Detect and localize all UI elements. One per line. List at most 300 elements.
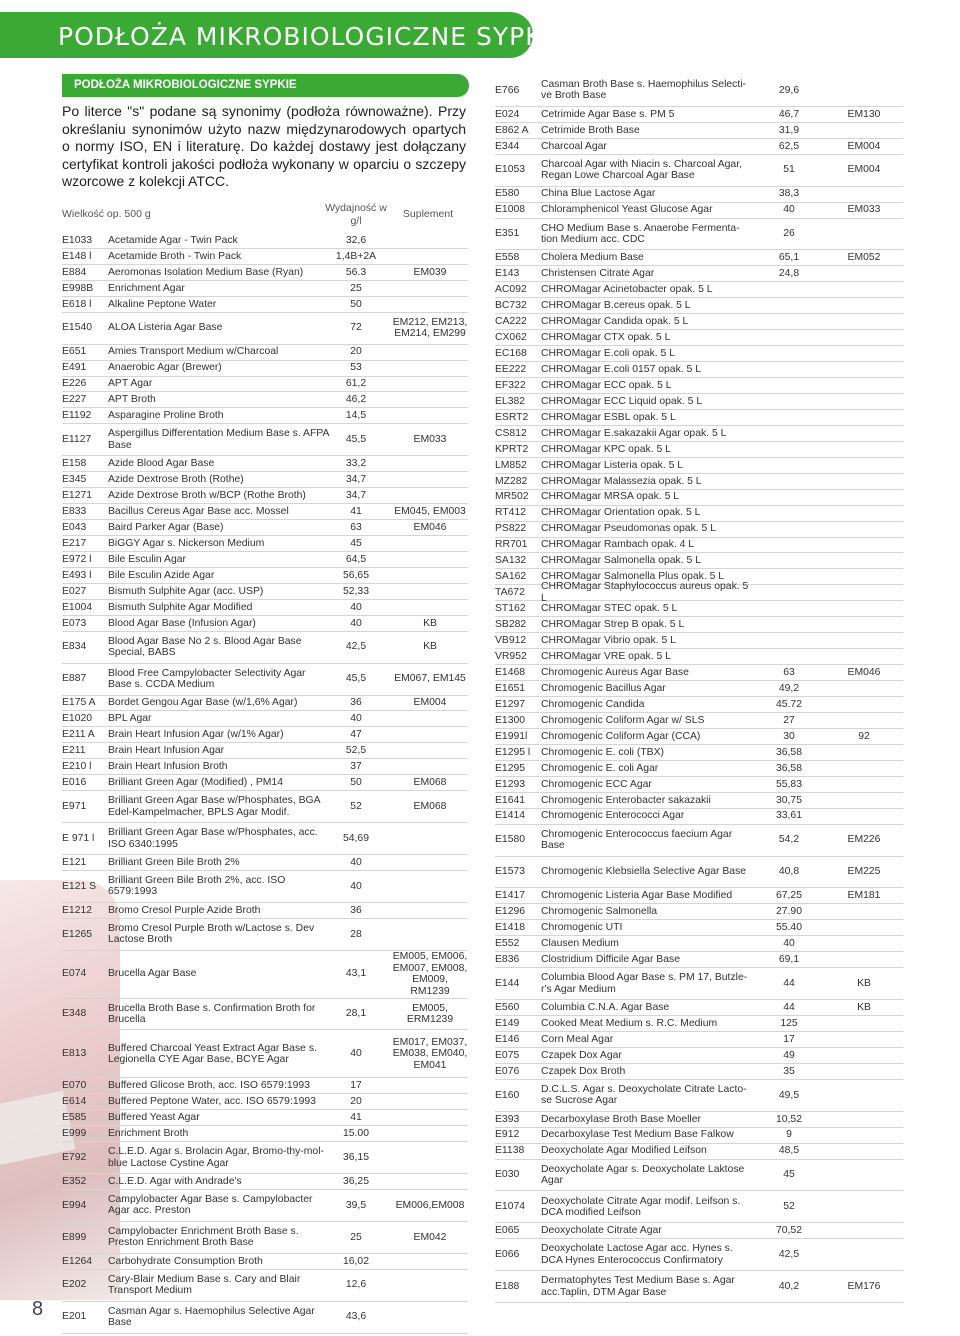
table-row xyxy=(62,249,468,265)
table-row xyxy=(495,123,903,139)
row-code: E202 xyxy=(62,1279,87,1291)
row-name: CHROMagar Orientation opak. 5 L xyxy=(541,507,701,519)
row-code: E188 xyxy=(495,1280,520,1292)
row-supplement xyxy=(392,1302,468,1333)
row-yield: 14,5 xyxy=(345,410,367,422)
row-name: D.C.L.S. Agar s. Deoxycholate Citrate Lacto-se Sucrose Agar xyxy=(541,1083,747,1107)
row-name: Czapek Dox Broth xyxy=(541,1065,626,1077)
table-row xyxy=(495,633,903,649)
row-code: E070 xyxy=(62,1080,87,1092)
table-row xyxy=(495,410,903,426)
row-name: Chromogenic Aureus Agar Base xyxy=(541,666,689,678)
table-row xyxy=(62,1254,468,1270)
table-row xyxy=(495,298,903,314)
row-code: E1264 xyxy=(62,1255,93,1267)
table-row xyxy=(62,424,468,456)
row-name: BiGGY Agar s. Nickerson Medium xyxy=(108,537,265,549)
table-row xyxy=(62,345,468,361)
row-supplement xyxy=(392,919,468,950)
intro-paragraph: Po literce "s" podane są synonimy (podłoża równoważne). Przy określaniu synonimów użyto nazw międzynarodowych opartych o normy ISO, EN i literaturę. Do każdej dostawy jest dołączany certyfikat kontroli jakości podłoża wykonany w oparciu o szczepy wzorcowe z kolekcji ATCC. xyxy=(62,103,466,190)
row-name: Campylobacter Enrichment Broth Base s. Preston Enrichment Broth Base xyxy=(108,1225,299,1249)
row-yield: 27 xyxy=(783,714,795,726)
row-code: E1641 xyxy=(495,794,526,806)
row-yield: 41 xyxy=(350,505,362,517)
row-supplement xyxy=(392,536,468,551)
row-name: Enrichment Broth xyxy=(108,1127,189,1139)
table-row xyxy=(495,936,903,952)
row-code: E493 l xyxy=(62,569,92,581)
row-supplement xyxy=(825,633,903,648)
table-row xyxy=(495,745,903,761)
table-row xyxy=(62,456,468,472)
row-name: BPL Agar xyxy=(108,713,152,725)
row-code: E912 xyxy=(495,1129,520,1141)
row-supplement xyxy=(825,697,903,712)
row-supplement xyxy=(825,362,903,377)
row-yield: 45 xyxy=(350,537,362,549)
row-name: Brucella Agar Base xyxy=(108,968,197,980)
table-row xyxy=(495,490,903,506)
row-yield: 43,6 xyxy=(345,1311,367,1323)
row-code: E158 xyxy=(62,458,87,470)
row-name: Clausen Medium xyxy=(541,938,619,950)
row-code: E1295 l xyxy=(495,746,531,758)
row-code: E160 xyxy=(495,1089,520,1101)
row-yield: 44 xyxy=(783,977,795,989)
row-supplement xyxy=(392,377,468,392)
row-name: C.L.E.D. Agar s. Brolacin Agar, Bromo-thy-mol-blue Lactose Cystine Agar xyxy=(108,1146,324,1169)
row-yield xyxy=(753,394,825,409)
row-name: Buffered Yeast Agar xyxy=(108,1112,200,1124)
table-row xyxy=(62,632,468,664)
row-supplement xyxy=(392,600,468,615)
row-yield: 52 xyxy=(783,1201,795,1213)
row-yield: 27.90 xyxy=(775,906,802,918)
row-supplement xyxy=(825,426,903,441)
row-yield: 125 xyxy=(780,1017,798,1029)
row-name: CHROMagar CTX opak. 5 L xyxy=(541,331,671,343)
row-name: Acetamide Broth - Twin Pack xyxy=(108,250,242,262)
row-name: Baird Parker Agar (Base) xyxy=(108,521,224,533)
row-supplement xyxy=(825,761,903,776)
row-supplement: EM033 xyxy=(413,434,447,446)
row-yield: 45,5 xyxy=(345,434,367,446)
row-code: E972 l xyxy=(62,553,92,565)
row-yield: 36 xyxy=(350,904,362,916)
row-yield: 30,75 xyxy=(775,794,802,806)
row-yield: 40 xyxy=(350,601,362,613)
row-yield xyxy=(753,314,825,329)
row-code: E211 xyxy=(62,745,86,757)
row-name: Chromogenic Listeria Agar Base Modified xyxy=(541,890,733,902)
row-yield: 49,5 xyxy=(778,1089,800,1101)
column-header-yield: Wydajność w g/l xyxy=(325,202,387,227)
row-code: E348 xyxy=(62,1008,87,1020)
row-code: MZ282 xyxy=(495,475,528,487)
row-name: Blood Free Campylobacter Selectivity Agar Base s. CCDA Medium xyxy=(108,667,306,691)
row-code: RR701 xyxy=(495,539,528,551)
row-code: MR502 xyxy=(495,491,529,503)
row-yield xyxy=(753,617,825,632)
row-yield: 45 xyxy=(783,1169,795,1181)
row-name: Corn Meal Agar xyxy=(541,1033,614,1045)
row-supplement: EM181 xyxy=(847,890,881,902)
table-row xyxy=(495,1160,903,1192)
table-row xyxy=(495,330,903,346)
table-row xyxy=(62,775,468,791)
row-code: E073 xyxy=(62,617,87,629)
row-yield xyxy=(753,282,825,297)
row-supplement xyxy=(392,903,468,918)
row-name: Asparagine Proline Broth xyxy=(108,410,224,422)
table-row xyxy=(62,1110,468,1126)
row-name: Buffered Peptone Water, acc. ISO 6579:1993 xyxy=(108,1096,316,1108)
table-row xyxy=(62,1031,468,1079)
row-name: Cary-Blair Medium Base s. Cary and Blair Transport Medium xyxy=(108,1273,301,1297)
row-yield: 36 xyxy=(350,697,362,709)
row-code: E065 xyxy=(495,1225,520,1237)
row-code: E994 xyxy=(62,1199,87,1211)
row-name: Cooked Meat Medium s. R.C. Medium xyxy=(541,1017,718,1029)
row-supplement: EM052 xyxy=(847,252,881,264)
row-supplement xyxy=(825,266,903,281)
row-code: E1192 xyxy=(62,410,92,422)
row-supplement xyxy=(392,281,468,296)
row-name: ALOA Listeria Agar Base xyxy=(108,322,223,334)
row-name: CHROMagar ECC Liquid opak. 5 L xyxy=(541,395,703,407)
row-code: E1295 xyxy=(495,762,526,774)
row-code: E1468 xyxy=(495,666,526,678)
row-name: Chromogenic Coliform Agar w/ SLS xyxy=(541,714,705,726)
row-supplement: EM006,EM008 xyxy=(395,1199,465,1211)
row-code: E027 xyxy=(62,585,87,597)
row-supplement: EM130 xyxy=(847,108,881,120)
row-name: CHROMagar ESBL opak. 5 L xyxy=(541,411,676,423)
row-supplement xyxy=(825,569,903,584)
table-row xyxy=(495,426,903,442)
row-yield: 16,02 xyxy=(342,1255,369,1267)
row-code: E148 l xyxy=(62,250,92,262)
row-yield: 17 xyxy=(783,1033,795,1045)
row-yield: 54,69 xyxy=(342,832,369,844)
row-name: Chromogenic Bacillus Agar xyxy=(541,682,666,694)
table-row xyxy=(495,857,903,889)
row-code: E1540 xyxy=(62,322,93,334)
row-code: E030 xyxy=(495,1169,520,1181)
row-name: Chromogenic Candida xyxy=(541,698,645,710)
row-yield: 41 xyxy=(350,1112,362,1124)
row-code: E1020 xyxy=(62,713,93,725)
row-code: LM852 xyxy=(495,459,527,471)
row-code: E043 xyxy=(62,521,87,533)
row-supplement xyxy=(392,712,468,727)
row-code: E1296 xyxy=(495,906,526,918)
row-code: E585 xyxy=(62,1112,87,1124)
row-code: E344 xyxy=(495,140,520,152)
row-supplement xyxy=(392,759,468,774)
row-yield: 42,5 xyxy=(778,1249,800,1261)
row-yield xyxy=(753,378,825,393)
row-code: E618 l xyxy=(62,298,92,310)
row-name: Aspergillus Differentation Medium Base s. AFPA Base xyxy=(108,428,329,451)
row-supplement xyxy=(392,855,468,870)
table-row xyxy=(495,378,903,394)
table-row xyxy=(495,139,903,155)
row-code: SB282 xyxy=(495,619,527,631)
row-supplement xyxy=(825,809,903,824)
row-yield xyxy=(753,490,825,505)
row-supplement: EM033 xyxy=(847,204,881,216)
row-yield: 36,58 xyxy=(775,746,802,758)
row-supplement xyxy=(392,568,468,583)
row-supplement xyxy=(825,920,903,935)
table-row xyxy=(495,665,903,681)
row-supplement: EM004 xyxy=(847,164,881,176)
row-yield: 40 xyxy=(783,938,795,950)
table-row xyxy=(495,681,903,697)
table-row xyxy=(495,554,903,570)
column-header-size: Wielkość op. 500 g xyxy=(62,208,151,220)
row-yield: 42,5 xyxy=(345,641,367,653)
row-code: E1127 xyxy=(62,434,92,446)
table-row xyxy=(62,616,468,632)
row-code: E1053 xyxy=(495,164,526,176)
row-yield: 40 xyxy=(350,880,362,892)
row-supplement xyxy=(825,378,903,393)
row-name: China Blue Lactose Agar xyxy=(541,188,656,200)
row-yield: 33,2 xyxy=(345,458,367,470)
row-supplement xyxy=(825,394,903,409)
row-name: Deoxycholate Citrate Agar modif. Leifson s. DCA modified Leifson xyxy=(541,1195,741,1218)
row-code: E651 xyxy=(62,346,87,358)
table-row xyxy=(62,600,468,616)
row-name: Chromogenic Salmonella xyxy=(541,906,658,918)
table-row xyxy=(62,951,468,999)
row-supplement: EM068 xyxy=(413,777,447,789)
table-row xyxy=(495,442,903,458)
table-row xyxy=(495,506,903,522)
table-row xyxy=(495,1239,903,1271)
row-name: Bacillus Cereus Agar Base acc. Mossel xyxy=(108,505,289,517)
row-supplement: EM176 xyxy=(847,1280,881,1292)
table-row xyxy=(495,250,903,266)
row-name: Chromogenic E. coli (TBX) xyxy=(541,746,664,758)
row-code: E833 xyxy=(62,505,87,517)
table-row xyxy=(495,777,903,793)
row-name: Brain Heart Infusion Broth xyxy=(108,761,228,773)
row-yield xyxy=(753,330,825,345)
row-name: Chromogenic ECC Agar xyxy=(541,778,652,790)
row-code: E792 xyxy=(62,1151,87,1163)
row-code: E1033 xyxy=(62,234,93,246)
row-supplement xyxy=(392,249,468,264)
table-row xyxy=(495,474,903,490)
row-supplement xyxy=(392,871,468,902)
row-name: Acetamide Agar - Twin Pack xyxy=(108,234,238,246)
row-yield: 49 xyxy=(783,1049,795,1061)
table-row xyxy=(62,903,468,919)
table-row xyxy=(495,729,903,745)
row-yield: 36,25 xyxy=(342,1175,369,1187)
row-name: Blood Agar Base (Infusion Agar) xyxy=(108,617,256,629)
row-yield: 69,1 xyxy=(778,954,800,966)
row-yield: 49,2 xyxy=(778,682,800,694)
row-yield: 20 xyxy=(350,1096,362,1108)
table-row xyxy=(495,75,903,107)
row-supplement: EM039 xyxy=(413,266,447,278)
row-code: E1651 xyxy=(495,682,526,694)
row-yield: 25 xyxy=(350,1231,362,1243)
table-row xyxy=(62,472,468,488)
row-yield xyxy=(753,442,825,457)
table-row xyxy=(62,1142,468,1174)
row-code: E862 A xyxy=(495,124,529,136)
row-code: E074 xyxy=(62,968,87,980)
row-supplement xyxy=(825,123,903,138)
row-code: E016 xyxy=(62,777,87,789)
row-name: Deoxycholate Lactose Agar acc. Hynes s. DCA Hynes Enterococcus Confirmatory xyxy=(541,1243,733,1266)
row-code: E614 xyxy=(62,1096,87,1108)
row-code: E1074 xyxy=(495,1201,526,1213)
row-name: CHROMagar E.sakazakii Agar opak. 5 L xyxy=(541,427,727,439)
table-row xyxy=(495,1223,903,1239)
row-code: EF322 xyxy=(495,379,526,391)
row-yield: 9 xyxy=(786,1129,792,1141)
row-yield: 25 xyxy=(350,282,362,294)
row-name: Chromogenic Enterococci Agar xyxy=(541,810,685,822)
row-name: Cetrimide Agar Base s. PM 5 xyxy=(541,108,675,120)
row-code: E813 xyxy=(62,1048,87,1060)
row-yield xyxy=(753,362,825,377)
row-yield xyxy=(753,522,825,537)
row-supplement xyxy=(392,393,468,408)
row-yield: 38,3 xyxy=(778,188,800,200)
table-row xyxy=(495,1192,903,1224)
row-supplement xyxy=(392,1174,468,1189)
row-supplement: EM004 xyxy=(413,697,447,709)
row-supplement xyxy=(392,361,468,376)
row-supplement: EM042 xyxy=(413,1231,447,1243)
row-yield: 34,7 xyxy=(345,489,367,501)
row-supplement xyxy=(392,1078,468,1093)
table-row xyxy=(62,265,468,281)
row-supplement xyxy=(825,904,903,919)
section-title: PODŁOŻA MIKROBIOLOGICZNE SYPKIE xyxy=(62,74,469,97)
table-row xyxy=(495,1271,903,1303)
row-name: Brucella Broth Base s. Confirmation Broth for Brucella xyxy=(108,1002,316,1026)
row-name: CHO Medium Base s. Anaerobe Fermenta-tion Medium acc. CDC xyxy=(541,222,740,245)
row-code: CS812 xyxy=(495,427,527,439)
row-name: Bromo Cresol Purple Azide Broth xyxy=(108,904,261,916)
row-supplement xyxy=(825,952,903,967)
row-yield: 36,58 xyxy=(775,762,802,774)
row-supplement xyxy=(825,1112,903,1127)
table-row xyxy=(62,1190,468,1222)
page-number: 8 xyxy=(32,1298,44,1320)
row-yield: 70,52 xyxy=(775,1225,802,1237)
row-yield: 51 xyxy=(783,164,795,176)
row-yield: 53 xyxy=(350,362,362,374)
row-yield: 50 xyxy=(350,777,362,789)
row-code: EE222 xyxy=(495,363,527,375)
table-row xyxy=(495,314,903,330)
table-row xyxy=(62,281,468,297)
row-name: Chromogenic Klebsiella Selective Agar Base xyxy=(541,866,747,878)
row-supplement xyxy=(825,474,903,489)
row-yield: 33,61 xyxy=(775,810,802,822)
row-supplement xyxy=(825,777,903,792)
table-row xyxy=(495,203,903,219)
row-name: Casman Broth Base s. Haemophilus Selecti-ve Broth Base xyxy=(541,79,747,102)
row-supplement xyxy=(825,1064,903,1079)
page-title: PODŁOŻA MIKROBIOLOGICZNE SYPKIE xyxy=(58,22,568,51)
row-yield xyxy=(753,554,825,569)
row-supplement xyxy=(825,442,903,457)
row-supplement xyxy=(825,1080,903,1111)
row-code: E998B xyxy=(62,282,94,294)
table-row xyxy=(62,1302,468,1334)
row-supplement xyxy=(392,743,468,758)
row-code: E210 l xyxy=(62,761,92,773)
row-yield: 1,4B+2A xyxy=(335,250,377,262)
row-name: APT Agar xyxy=(108,378,153,390)
table-row xyxy=(495,346,903,362)
row-name: Azide Dextrose Broth w/BCP (Rothe Broth) xyxy=(108,489,306,501)
row-supplement xyxy=(825,330,903,345)
row-supplement xyxy=(392,1270,468,1301)
row-yield: 63 xyxy=(350,521,362,533)
row-name: Bromo Cresol Purple Broth w/Lactose s. Dev Lactose Broth xyxy=(108,922,315,946)
row-name: Brilliant Green Agar Base w/Phosphates, acc. ISO 6340:1995 xyxy=(108,827,318,850)
row-yield: 40,8 xyxy=(778,866,800,878)
row-code: E149 xyxy=(495,1017,520,1029)
row-yield xyxy=(753,298,825,313)
table-row xyxy=(62,377,468,393)
table-row xyxy=(495,219,903,251)
row-yield xyxy=(753,601,825,616)
table-row xyxy=(62,408,468,424)
row-code: E144 xyxy=(495,977,520,989)
row-yield: 28,1 xyxy=(345,1008,367,1020)
row-name: CHROMagar STEC opak. 5 L xyxy=(541,603,678,615)
row-yield: 50 xyxy=(350,298,362,310)
table-row xyxy=(62,871,468,903)
row-name: CHROMagar Salmonella opak. 5 L xyxy=(541,555,701,567)
row-yield xyxy=(753,569,825,584)
table-row xyxy=(62,584,468,600)
row-code: E1138 xyxy=(495,1145,525,1157)
row-code: E1271 xyxy=(62,489,93,501)
row-code: E143 xyxy=(495,268,520,280)
row-supplement xyxy=(392,584,468,599)
row-name: CHROMagar KPC opak. 5 L xyxy=(541,443,671,455)
row-supplement: EM005, ERM1239 xyxy=(406,1002,454,1026)
row-yield xyxy=(753,585,825,600)
row-code: E558 xyxy=(495,252,520,264)
row-supplement xyxy=(825,314,903,329)
table-row xyxy=(495,761,903,777)
table-row xyxy=(495,888,903,904)
row-yield: 40 xyxy=(783,204,795,216)
row-yield: 24,8 xyxy=(778,268,800,280)
row-supplement: EM005, EM006, EM007, EM008, EM009, RM1239 xyxy=(392,951,468,997)
row-supplement: KB xyxy=(857,977,871,989)
row-name: Chromogenic Coliform Agar (CCA) xyxy=(541,730,701,742)
row-name: Deoxycholate Citrate Agar xyxy=(541,1225,662,1237)
row-supplement xyxy=(392,345,468,360)
row-code: E066 xyxy=(495,1249,520,1261)
row-code: E211 A xyxy=(62,729,95,741)
